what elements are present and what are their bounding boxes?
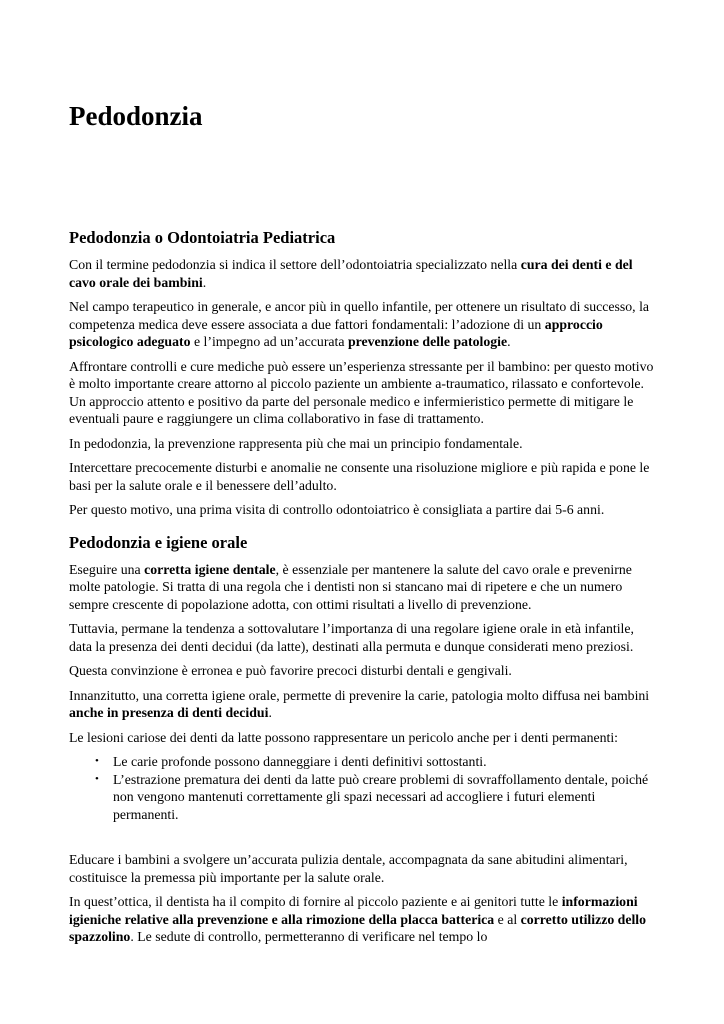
paragraph: Nel campo terapeutico in generale, e ancor più in quello infantile, per ottenere un risultato di successo, la competenza medica deve essere associata a due fattori fondamentali: l’adozione di un approccio psicologico adeguato e l’impegno ad un’accurata prevenzione delle patologie.: [69, 299, 650, 349]
paragraph: In quest’ottica, il dentista ha il compito di fornire al piccolo paziente e ai genitori tutte le informazioni igieniche relative alla prevenzione e alla rimozione della placca batterica e al corretto utilizzo dello spazzolino. Le sedute di controllo, permetteranno di verificare nel tempo lo: [69, 894, 647, 944]
paragraph: Per questo motivo, una prima visita di controllo odontoiatrico è consigliata a partire dai 5-6 anni.: [69, 502, 605, 517]
paragraph: Educare i bambini a svolgere un’accurata pulizia dentale, accompagnata da sane abitudini alimentari, costituisce la premessa più importante per la salute orale.: [69, 852, 628, 885]
bullet-list: [69, 753, 657, 823]
section-pediatric-dentistry: [69, 228, 657, 519]
paragraph: Questa convinzione è erronea e può favorire precoci disturbi dentali e gengivali.: [69, 663, 512, 678]
page-title: Pedodonzia: [69, 101, 203, 131]
paragraph: Tuttavia, permane la tendenza a sottovalutare l’importanza di una regolare igiene orale in età infantile, data la presenza dei denti decidui (da latte), destinati alla permuta e dunque considerati meno preziosi.: [69, 621, 634, 654]
paragraph: In pedodonzia, la prevenzione rappresenta più che mai un principio fondamentale.: [69, 435, 523, 451]
section-heading: Pedodonzia o Odontoiatria Pediatrica: [69, 228, 336, 247]
paragraph: Le lesioni cariose dei denti da latte possono rappresentare un pericolo anche per i denti permanenti:: [69, 729, 618, 745]
paragraph: Eseguire una corretta igiene dentale, è essenziale per mantenere la salute del cavo orale e prevenirne molte patologie. Si tratta di una regola che i dentisti non si stancano mai di ripetere e che un numero sempre crescente di popolazione adotta, con ottimi risultati a livello di prevenzione.: [69, 561, 632, 612]
section-oral-hygiene: [69, 533, 657, 946]
list-item: • L’estrazione prematura dei denti da latte può creare problemi di sovraffollamento dentale, poiché non vengono mantenuti correttamente gli spazi necessari ad accogliere i futuri elementi permanenti.: [113, 771, 657, 824]
paragraph: Innanzitutto, una corretta igiene orale, permette di prevenire la carie, patologia molto diffusa nei bambini anche in presenza di denti decidui.: [69, 687, 650, 720]
section-heading: Pedodonzia e igiene orale: [69, 532, 248, 552]
paragraph: Affrontare controlli e cure mediche può essere un’esperienza stressante per il bambino: per questo motivo è molto importante creare attorno al piccolo paziente un ambiente a-traumatico, rilassato e confortevole. Un approccio attento e positivo da parte del personale medico e infermieristico permette di mitigare le eventuali paure e raggiungere un clima collaborativo in fase di trattamento.: [69, 358, 654, 426]
paragraph: Con il termine pedodonzia si indica il settore dell’odontoiatria specializzato nella cura dei denti e del cavo orale dei bambini.: [69, 257, 633, 290]
document-body: [69, 228, 657, 953]
paragraph: Intercettare precocemente disturbi e anomalie ne consente una risoluzione migliore e più rapida e pone le basi per la salute orale e il benessere dell’adulto.: [69, 460, 650, 493]
list-item: • Le carie profonde possono danneggiare i denti definitivi sottostanti.: [113, 753, 657, 771]
